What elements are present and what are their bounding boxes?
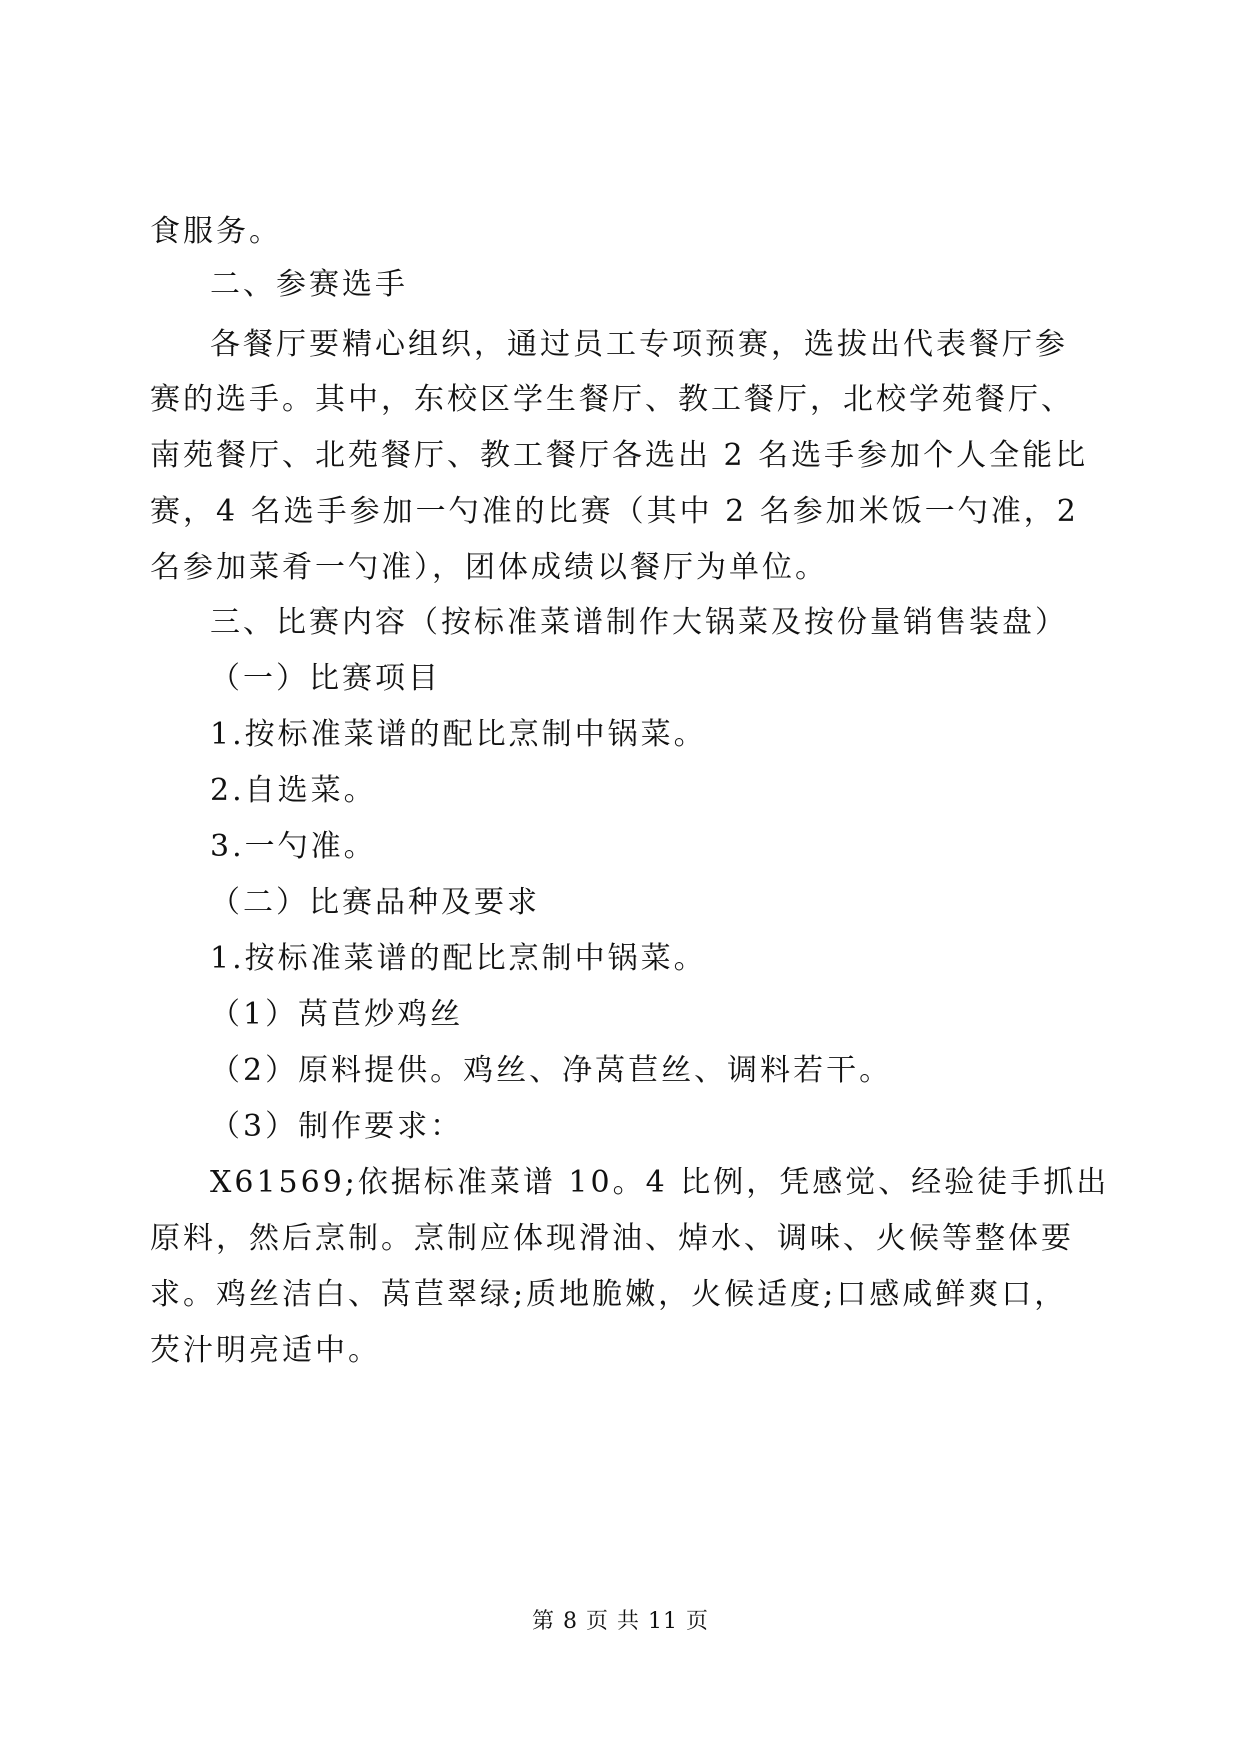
list-item: （2）原料提供。鸡丝、净莴苣丝、调料若干。 [210,1053,893,1088]
list-item: 3.一勺准。 [210,829,377,864]
text-line: 赛的选手。其中，东校区学生餐厅、教工餐厅，北校学苑餐厅、 [150,382,1074,417]
section-heading: 二、参赛选手 [210,267,408,302]
text-line: 原料，然后烹制。烹制应体现滑油、焯水、调味、火候等整体要 [150,1221,1074,1256]
subsection-heading: （一）比赛项目 [210,661,441,696]
text-line: 南苑餐厅、北苑餐厅、教工餐厅各选出 2 名选手参加个人全能比 [150,438,1089,473]
list-item: 2.自选菜。 [210,773,377,808]
text-line: 名参加菜肴一勺准），团体成绩以餐厅为单位。 [150,550,828,585]
list-item: （3）制作要求： [210,1109,464,1144]
text-line: X61569;依据标准菜谱 10。4 比例，凭感觉、经验徒手抓出 [210,1165,1110,1200]
page-footer: 第 8 页 共 11 页 [532,1609,709,1634]
text-line: 各餐厅要精心组织，通过员工专项预赛，选拔出代表餐厅参 [210,327,1068,362]
text-line: 芡汁明亮适中。 [150,1333,381,1368]
text-line: 求。鸡丝洁白、莴苣翠绿;质地脆嫩，火候适度;口感咸鲜爽口， [150,1277,1068,1312]
list-item: 1.按标准菜谱的配比烹制中锅菜。 [210,717,707,752]
list-item: （1）莴苣炒鸡丝 [210,997,464,1032]
list-item: 1.按标准菜谱的配比烹制中锅菜。 [210,941,707,976]
text-line: 赛，4 名选手参加一勺准的比赛（其中 2 名参加米饭一勺准，2 [150,494,1079,529]
subsection-heading: （二）比赛品种及要求 [210,885,540,920]
text-line: 食服务。 [150,214,282,249]
section-heading: 三、比赛内容（按标准菜谱制作大锅菜及按份量销售装盘） [210,605,1068,640]
